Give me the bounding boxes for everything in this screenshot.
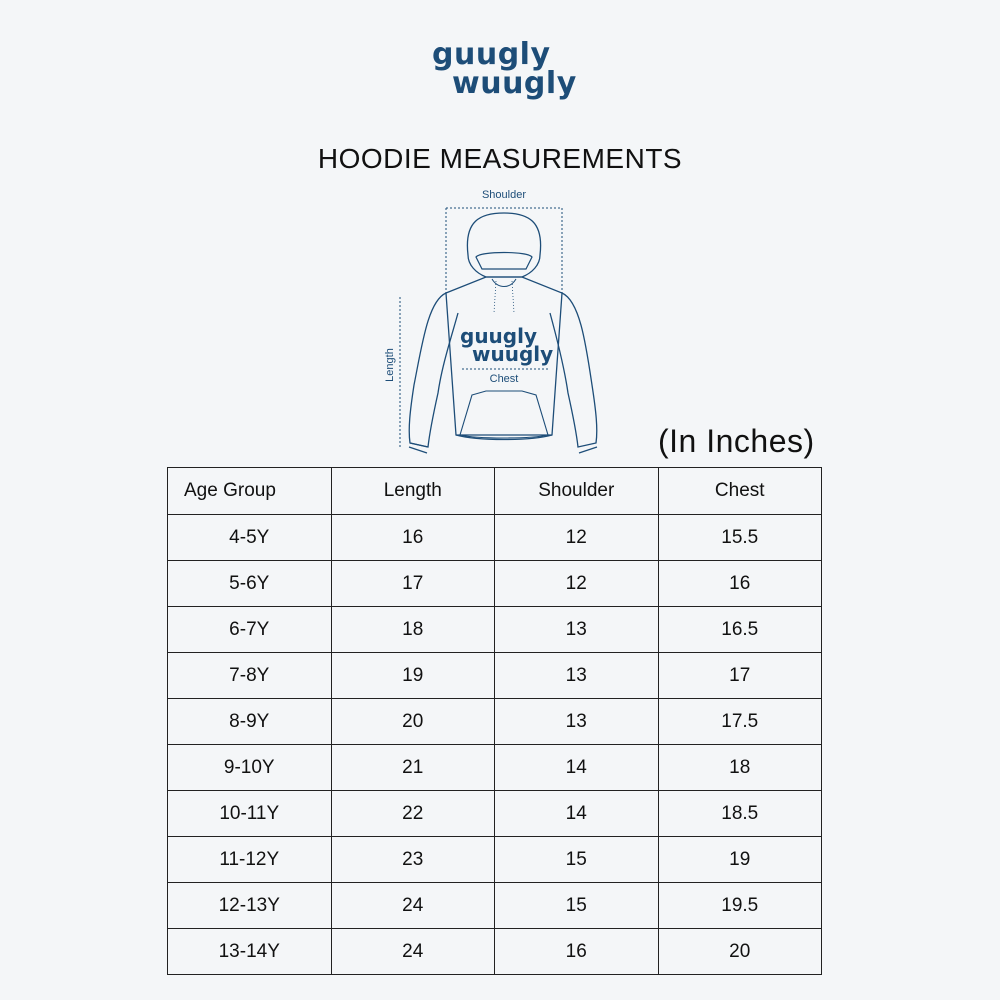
hoodie-illustration: [380, 185, 620, 465]
brand-logo-line1: guugly: [432, 37, 551, 72]
table-row: [168, 515, 822, 561]
header-length: Length: [331, 468, 495, 515]
cell-length: 24: [331, 883, 495, 929]
brand-logo: [432, 37, 577, 101]
table-row: [168, 561, 822, 607]
chest-label: Chest: [489, 373, 519, 385]
cell-age-group: 9-10Y: [168, 745, 332, 791]
table-row: [168, 699, 822, 745]
cell-chest: 17.5: [658, 699, 822, 745]
cell-shoulder: 16: [495, 929, 659, 975]
cell-shoulder: 14: [495, 791, 659, 837]
hoodie-print-line1: guugly: [460, 324, 538, 348]
shoulder-label: Shoulder: [481, 189, 527, 201]
cell-length: 22: [331, 791, 495, 837]
cell-shoulder: 12: [495, 561, 659, 607]
cell-length: 16: [331, 515, 495, 561]
cell-chest: 20: [658, 929, 822, 975]
cell-shoulder: 15: [495, 837, 659, 883]
cell-length: 19: [331, 653, 495, 699]
cell-shoulder: 13: [495, 607, 659, 653]
cell-age-group: 8-9Y: [168, 699, 332, 745]
cell-length: 18: [331, 607, 495, 653]
cell-length: 21: [331, 745, 495, 791]
cell-age-group: 13-14Y: [168, 929, 332, 975]
header-age-group: Age Group: [168, 468, 332, 515]
cell-length: 23: [331, 837, 495, 883]
cell-age-group: 7-8Y: [168, 653, 332, 699]
cell-shoulder: 14: [495, 745, 659, 791]
table-row: [168, 653, 822, 699]
table-row: [168, 745, 822, 791]
cell-chest: 18.5: [658, 791, 822, 837]
cell-shoulder: 13: [495, 699, 659, 745]
cell-chest: 17: [658, 653, 822, 699]
cell-chest: 16: [658, 561, 822, 607]
cell-shoulder: 12: [495, 515, 659, 561]
cell-chest: 18: [658, 745, 822, 791]
hoodie-diagram: [380, 185, 620, 465]
brand-logo-line2: wuugly: [452, 66, 577, 101]
table-row: [168, 791, 822, 837]
cell-chest: 19: [658, 837, 822, 883]
size-chart-table: [167, 467, 822, 975]
length-label: Length: [384, 348, 396, 382]
cell-length: 17: [331, 561, 495, 607]
cell-age-group: 10-11Y: [168, 791, 332, 837]
table-row: [168, 883, 822, 929]
cell-age-group: 11-12Y: [168, 837, 332, 883]
cell-age-group: 5-6Y: [168, 561, 332, 607]
cell-age-group: 12-13Y: [168, 883, 332, 929]
cell-chest: 19.5: [658, 883, 822, 929]
cell-chest: 15.5: [658, 515, 822, 561]
table-row: [168, 607, 822, 653]
table-header-row: [168, 468, 822, 515]
page-title: HOODIE MEASUREMENTS: [317, 143, 683, 174]
header-shoulder: Shoulder: [495, 468, 659, 515]
cell-chest: 16.5: [658, 607, 822, 653]
table-row: [168, 929, 822, 975]
header-chest: Chest: [658, 468, 822, 515]
units-label: (In Inches): [658, 423, 815, 459]
cell-age-group: 4-5Y: [168, 515, 332, 561]
cell-shoulder: 15: [495, 883, 659, 929]
cell-length: 20: [331, 699, 495, 745]
cell-shoulder: 13: [495, 653, 659, 699]
cell-length: 24: [331, 929, 495, 975]
hoodie-print-line2: wuugly: [472, 342, 554, 366]
table-row: [168, 837, 822, 883]
cell-age-group: 6-7Y: [168, 607, 332, 653]
